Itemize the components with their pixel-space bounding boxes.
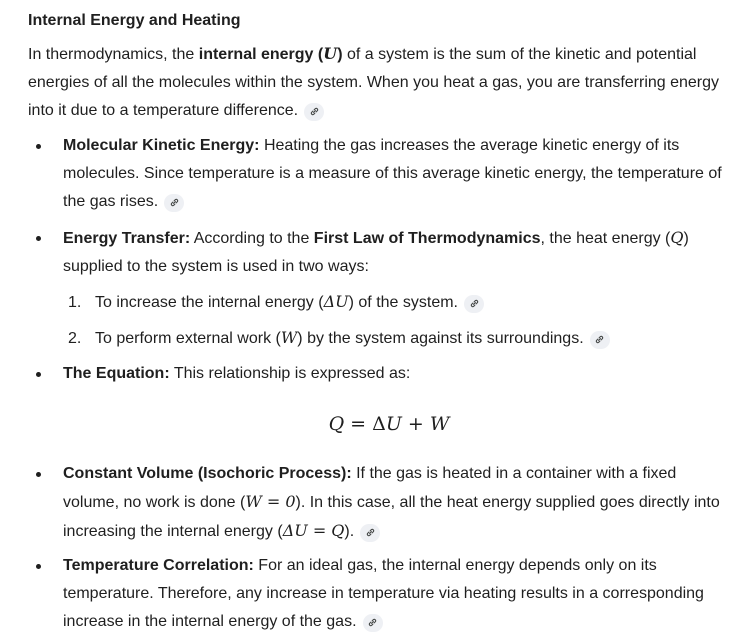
bullet-dot bbox=[36, 144, 41, 149]
item-text: of the system. bbox=[353, 294, 458, 311]
bullet-body: This relationship is expressed as: bbox=[169, 365, 411, 382]
symbol-w: W bbox=[280, 328, 298, 347]
bullet-body: supplied to the system is used in two ways: bbox=[63, 258, 369, 275]
bullet-dot bbox=[36, 236, 41, 241]
item-text: by the system against its surroundings. bbox=[302, 330, 584, 347]
intro-paragraph bbox=[28, 40, 728, 125]
bullet-label: The Equation: bbox=[63, 365, 170, 382]
intro-text-rest: of a system is the sum of the kinetic and potential energies of all the molecules within the system. When you heat a gas, you are transferring energy into it due to a temperature difference. bbox=[28, 46, 720, 119]
equation-u: U bbox=[385, 413, 402, 435]
bullet-body: Heating the gas increases the average kinetic energy of its molecules. Since temperature is a measure of this average kinetic energy, the temperature of the gas rises. bbox=[63, 137, 722, 210]
intro-symbol-u: U bbox=[323, 44, 338, 63]
item-text: To increase the internal energy bbox=[95, 294, 319, 311]
bullet-body: , the heat energy bbox=[540, 230, 666, 247]
source-link-icon[interactable] bbox=[360, 524, 380, 542]
intro-bold-text: internal energy bbox=[198, 46, 314, 63]
bullet-body: If the gas is heated in a container with a fixed volume, no work is done bbox=[63, 465, 677, 511]
first-law-term: First Law of Thermodynamics bbox=[313, 230, 541, 247]
bullet-body: For an ideal gas, the internal energy depends only on its temperature. Therefore, any increase in temperature via heating results in a corresponding increase in the internal energy of the gas. bbox=[63, 557, 704, 630]
source-link-icon[interactable] bbox=[464, 295, 484, 313]
bullet-dot bbox=[36, 372, 41, 377]
item-number: 2. bbox=[68, 330, 82, 347]
item-text: To perform external work bbox=[95, 330, 276, 347]
bullet-label: Constant Volume (Isochoric Process): bbox=[63, 465, 352, 482]
math-w-equals-zero: W = 0 bbox=[245, 492, 296, 511]
equation-delta: Δ bbox=[372, 413, 386, 435]
bullet-text: Constant Volume (Isochoric Process): If the gas is heated in a container with a fixed volume, no work is done (W = 0). In this case, all the heat energy supplied goes directly into increasing the internal energy (ΔU = Q). bbox=[63, 465, 720, 540]
bullet-label: Energy Transfer: bbox=[63, 230, 191, 247]
equation-q: Q bbox=[328, 413, 345, 435]
symbol-q: Q bbox=[670, 228, 684, 247]
source-link-icon[interactable] bbox=[164, 194, 184, 212]
equation-equals: = bbox=[344, 413, 373, 435]
intro-text-start: In thermodynamics, the bbox=[28, 46, 199, 63]
bullet-text: Energy Transfer: According to the First Law of Thermodynamics, the heat energy (Q) supplied to the system is used in two ways: bbox=[63, 228, 689, 275]
bullet-body: According to the bbox=[190, 230, 314, 247]
bullet-dot bbox=[36, 564, 41, 569]
bullet-text bbox=[63, 132, 728, 216]
section-heading: Internal Energy and Heating bbox=[28, 12, 241, 29]
bullet-body: . bbox=[349, 523, 355, 540]
equation-plus: + bbox=[401, 413, 430, 435]
bullet-label: Molecular Kinetic Energy: bbox=[63, 137, 260, 154]
math-delta-u-equals-q: ΔU = Q bbox=[282, 521, 345, 540]
source-link-icon[interactable] bbox=[590, 331, 610, 349]
numbered-item-2: 2. To perform external work (W) by the system against its surroundings. bbox=[68, 324, 708, 353]
source-link-icon[interactable] bbox=[304, 103, 324, 121]
symbol-delta-u: ΔU bbox=[323, 292, 349, 311]
bullet-dot bbox=[36, 472, 41, 477]
numbered-item-1: 1. To increase the internal energy (ΔU) of the system. bbox=[68, 288, 708, 317]
bullet-label: Temperature Correlation: bbox=[63, 557, 254, 574]
bullet-text bbox=[63, 360, 728, 388]
display-equation bbox=[0, 410, 734, 438]
bullet-text bbox=[63, 552, 728, 636]
equation-w: W bbox=[429, 413, 450, 435]
intro-bold-term: internal energy (U) bbox=[198, 44, 343, 63]
source-link-icon[interactable] bbox=[363, 614, 383, 632]
bullet-body: . In this case, all the heat energy supplied goes directly into increasing the internal energy bbox=[63, 494, 720, 540]
item-number: 1. bbox=[68, 294, 82, 311]
